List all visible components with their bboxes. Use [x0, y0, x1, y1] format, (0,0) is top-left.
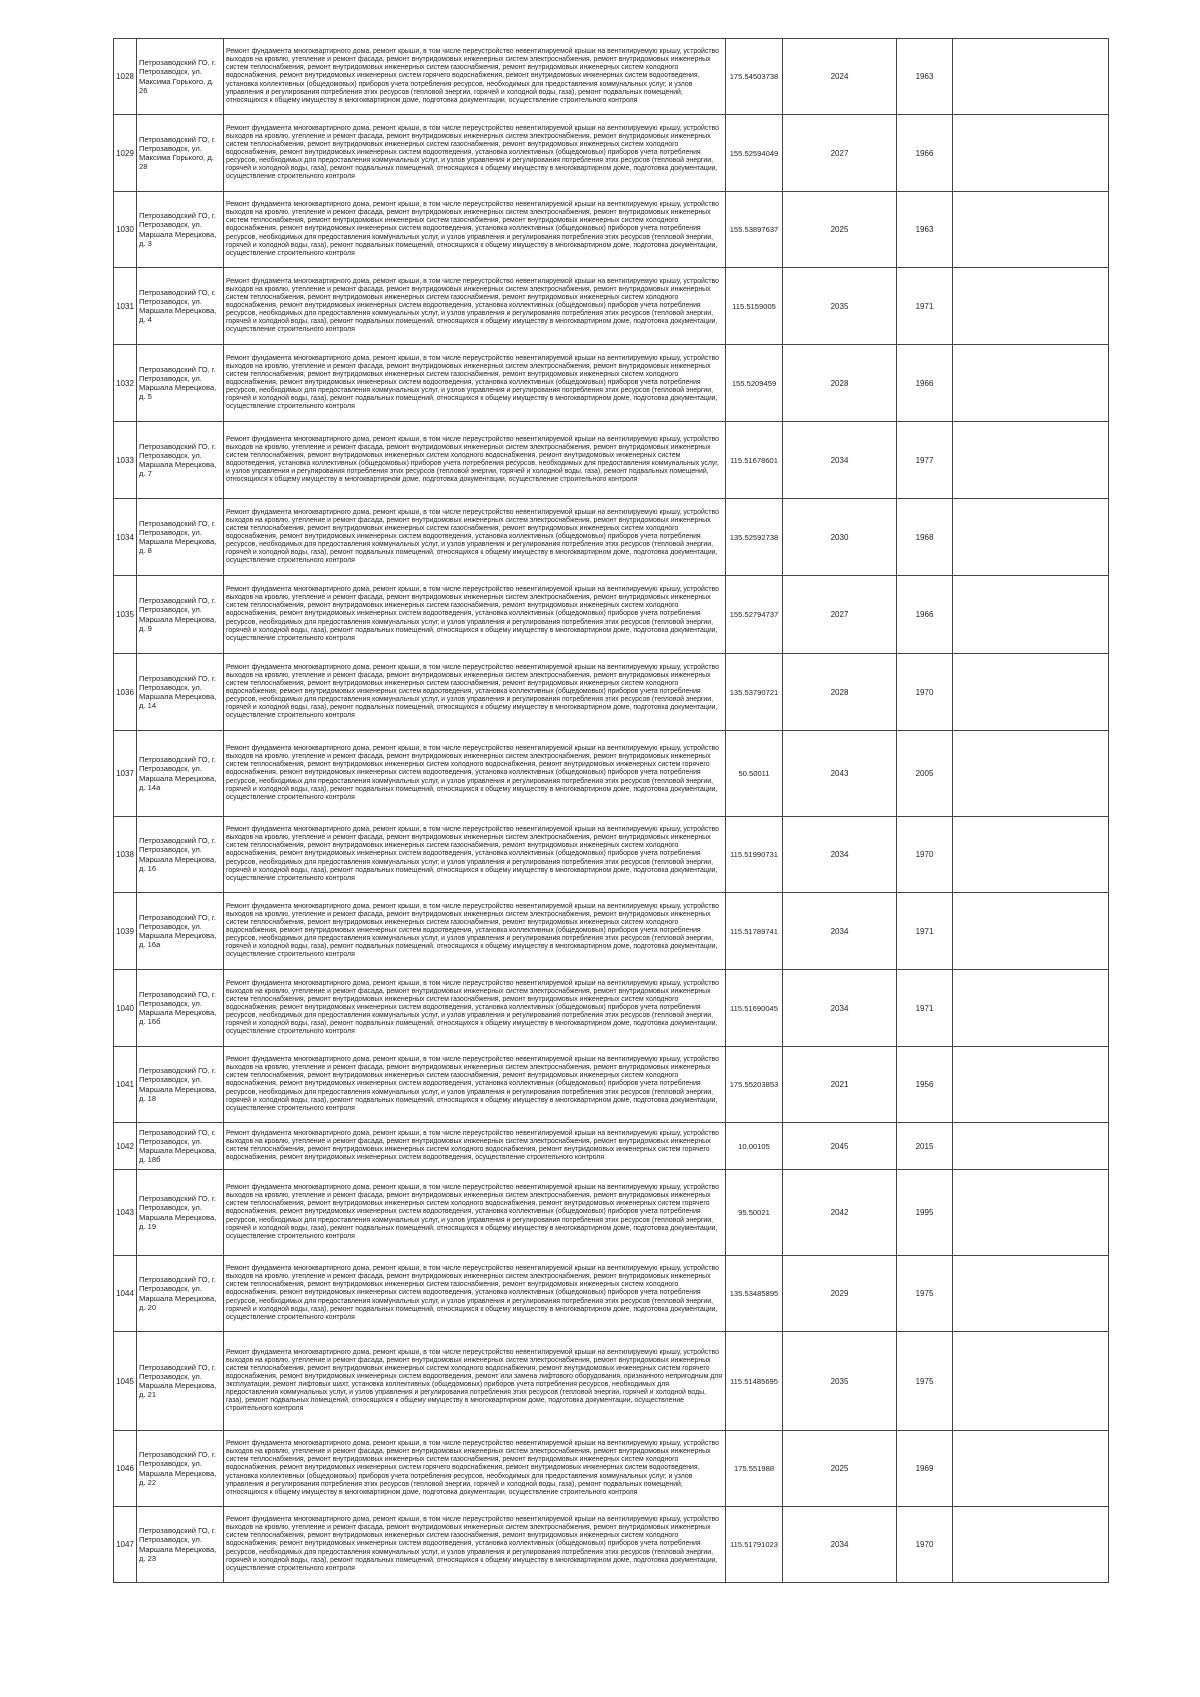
row-number: 1028	[114, 39, 137, 115]
row-works: Ремонт фундамента многоквартирного дома, ремонт крыши, в том числе переустройство невентилируемой крыши на вентилируемую крышу, устройство выходов на кровлю, утепление и ремонт фасада, ремонт внутридомовых инженерных систем электроснабжения, ремонт внутридомовых инженерных систем теплоснабжения, ремонт внутридомовых инженерных систем газоснабжения, ремонт внутридомовых инженерных систем холодного водоснабжения, ремонт внутридомовых инженерных систем водоотведения, установка коллективных (общедомовых) приборов учета потребления ресурсов, необходимых для предоставления коммунальных услуг, и узлов управления и регулирования потребления этих ресурсов (тепловой энергии, горячей и холодной воды, газа), ремонт подвальных помещений, относящихся к общему имуществу в многоквартирном доме, подготовка документации, осуществление строительного контроля	[224, 268, 726, 345]
row-repair-year: 2028	[783, 654, 897, 731]
row-address: Петрозаводский ГО, г. Петрозаводск, ул. Маршала Мерецкова, д. 16б	[137, 970, 224, 1047]
row-repair-year: 2035	[783, 1332, 897, 1431]
row-address: Петрозаводский ГО, г. Петрозаводск, ул. Маршала Мерецкова, д. 19	[137, 1170, 224, 1256]
row-cost: 115.51678601	[726, 422, 783, 499]
row-built-year: 1995	[897, 1170, 953, 1256]
row-repair-year: 2034	[783, 422, 897, 499]
table-row	[114, 1256, 1109, 1332]
row-number: 1046	[114, 1431, 137, 1507]
table-row	[114, 268, 1109, 345]
row-empty-cell	[953, 1332, 1109, 1431]
row-works: Ремонт фундамента многоквартирного дома, ремонт крыши, в том числе переустройство невентилируемой крыши на вентилируемую крышу, устройство выходов на кровлю, утепление и ремонт фасада, ремонт внутридомовых инженерных систем электроснабжения, ремонт внутридомовых инженерных систем теплоснабжения, ремонт внутридомовых инженерных систем холодного водоснабжения, ремонт внутридомовых инженерных систем горячего водоснабжения, ремонт внутридомовых инженерных систем водоотведения, установка коллективных (общедомовых) приборов учета потребления ресурсов, необходимых для предоставления коммунальных услуг, и узлов управления и регулирования потребления этих ресурсов (тепловой энергии, горячей и холодной воды, газа), ремонт подвальных помещений, относящихся к общему имуществу в многоквартирном доме, подготовка документации, осуществление строительного контроля	[224, 731, 726, 817]
row-empty-cell	[953, 422, 1109, 499]
row-repair-year: 2027	[783, 576, 897, 654]
row-works: Ремонт фундамента многоквартирного дома, ремонт крыши, в том числе переустройство невентилируемой крыши на вентилируемую крышу, устройство выходов на кровлю, утепление и ремонт фасада, ремонт внутридомовых инженерных систем электроснабжения, ремонт внутридомовых инженерных систем теплоснабжения, ремонт внутридомовых инженерных систем газоснабжения, ремонт внутридомовых инженерных систем холодного водоснабжения, ремонт внутридомовых инженерных систем водоотведения, установка коллективных (общедомовых) приборов учета потребления ресурсов, необходимых для предоставления коммунальных услуг, и узлов управления и регулирования потребления этих ресурсов (тепловой энергии, горячей и холодной воды, газа), ремонт подвальных помещений, относящихся к общему имуществу в многоквартирном доме, подготовка документации, осуществление строительного контроля	[224, 1047, 726, 1123]
row-number: 1037	[114, 731, 137, 817]
row-repair-year: 2027	[783, 115, 897, 192]
row-number: 1038	[114, 817, 137, 893]
row-repair-year: 2025	[783, 192, 897, 268]
row-works: Ремонт фундамента многоквартирного дома, ремонт крыши, в том числе переустройство невентилируемой крыши на вентилируемую крышу, устройство выходов на кровлю, утепление и ремонт фасада, ремонт внутридомовых инженерных систем электроснабжения, ремонт внутридомовых инженерных систем теплоснабжения, ремонт внутридомовых инженерных систем газоснабжения, ремонт внутридомовых инженерных систем холодного водоснабжения, ремонт внутридомовых инженерных систем горячего водоснабжения, ремонт внутридомовых инженерных систем водоотведения, установка коллективных (общедомовых) приборов учета потребления ресурсов, необходимых для предоставления коммунальных услуг, и узлов управления и регулирования потребления этих ресурсов (тепловой энергии, горячей и холодной воды, газа), ремонт подвальных помещений, относящихся к общему имуществу в многоквартирном доме, подготовка документации, осуществление строительного контроля	[224, 1431, 726, 1507]
row-repair-year: 2034	[783, 1507, 897, 1583]
row-works: Ремонт фундамента многоквартирного дома, ремонт крыши, в том числе переустройство невентилируемой крыши на вентилируемую крышу, устройство выходов на кровлю, утепление и ремонт фасада, ремонт внутридомовых инженерных систем электроснабжения, ремонт внутридомовых инженерных систем теплоснабжения, ремонт внутридомовых инженерных систем газоснабжения, ремонт внутридомовых инженерных систем холодного водоснабжения, ремонт внутридомовых инженерных систем водоотведения, установка коллективных (общедомовых) приборов учета потребления ресурсов, необходимых для предоставления коммунальных услуг, и узлов управления и регулирования потребления этих ресурсов (тепловой энергии, горячей и холодной воды, газа), ремонт подвальных помещений, относящихся к общему имуществу в многоквартирном доме, подготовка документации, осуществление строительного контроля	[224, 1507, 726, 1583]
row-cost: 115.5159005	[726, 268, 783, 345]
row-address: Петрозаводский ГО, г. Петрозаводск, ул. Маршала Мерецкова, д. 4	[137, 268, 224, 345]
row-empty-cell	[953, 1170, 1109, 1256]
row-number: 1039	[114, 893, 137, 970]
row-cost: 155.53897637	[726, 192, 783, 268]
row-empty-cell	[953, 1507, 1109, 1583]
row-repair-year: 2045	[783, 1123, 897, 1170]
table-row	[114, 1431, 1109, 1507]
row-works: Ремонт фундамента многоквартирного дома, ремонт крыши, в том числе переустройство невентилируемой крыши на вентилируемую крышу, устройство выходов на кровлю, утепление и ремонт фасада, ремонт внутридомовых инженерных систем электроснабжения, ремонт внутридомовых инженерных систем теплоснабжения, ремонт внутридомовых инженерных систем холодного водоснабжения, ремонт внутридомовых инженерных систем водоотведения, установка коллективных (общедомовых) приборов учета потребления ресурсов, необходимых для предоставления коммунальных услуг, и узлов управления и регулирования потребления этих ресурсов (тепловой энергии, горячей и холодной воды, газа), ремонт подвальных помещений, относящихся к общему имуществу в многоквартирном доме, подготовка документации, осуществление строительного контроля	[224, 422, 726, 499]
row-built-year: 1963	[897, 39, 953, 115]
row-address: Петрозаводский ГО, г. Петрозаводск, ул. Максима Горького, д. 28	[137, 115, 224, 192]
row-built-year: 2015	[897, 1123, 953, 1170]
row-repair-year: 2034	[783, 970, 897, 1047]
row-address: Петрозаводский ГО, г. Петрозаводск, ул. Маршала Мерецкова, д. 3	[137, 192, 224, 268]
table-row	[114, 654, 1109, 731]
row-empty-cell	[953, 970, 1109, 1047]
row-cost: 95.50021	[726, 1170, 783, 1256]
row-number: 1042	[114, 1123, 137, 1170]
row-cost: 135.53790721	[726, 654, 783, 731]
table-row	[114, 576, 1109, 654]
row-address: Петрозаводский ГО, г. Петрозаводск, ул. Маршала Мерецкова, д. 22	[137, 1431, 224, 1507]
row-address: Петрозаводский ГО, г. Петрозаводск, ул. Маршала Мерецкова, д. 20	[137, 1256, 224, 1332]
row-built-year: 1970	[897, 817, 953, 893]
row-built-year: 1970	[897, 654, 953, 731]
row-empty-cell	[953, 731, 1109, 817]
row-works: Ремонт фундамента многоквартирного дома, ремонт крыши, в том числе переустройство невентилируемой крыши на вентилируемую крышу, устройство выходов на кровлю, утепление и ремонт фасада, ремонт внутридомовых инженерных систем электроснабжения, ремонт внутридомовых инженерных систем теплоснабжения, ремонт внутридомовых инженерных систем газоснабжения, ремонт внутридомовых инженерных систем холодного водоснабжения, ремонт внутридомовых инженерных систем водоотведения, установка коллективных (общедомовых) приборов учета потребления ресурсов, необходимых для предоставления коммунальных услуг, и узлов управления и регулирования потребления этих ресурсов (тепловой энергии, горячей и холодной воды, газа), ремонт подвальных помещений, относящихся к общему имуществу в многоквартирном доме, подготовка документации, осуществление строительного контроля	[224, 499, 726, 576]
row-empty-cell	[953, 1123, 1109, 1170]
row-number: 1045	[114, 1332, 137, 1431]
row-cost: 115.51789741	[726, 893, 783, 970]
row-empty-cell	[953, 192, 1109, 268]
row-repair-year: 2042	[783, 1170, 897, 1256]
row-address: Петрозаводский ГО, г. Петрозаводск, ул. Маршала Мерецкова, д. 18б	[137, 1123, 224, 1170]
table-row	[114, 1507, 1109, 1583]
row-address: Петрозаводский ГО, г. Петрозаводск, ул. Максима Горького, д. 26	[137, 39, 224, 115]
row-number: 1041	[114, 1047, 137, 1123]
capital-repair-table	[113, 38, 1109, 1583]
row-built-year: 1971	[897, 268, 953, 345]
row-cost: 155.5209459	[726, 345, 783, 422]
row-cost: 175.551988	[726, 1431, 783, 1507]
row-works: Ремонт фундамента многоквартирного дома, ремонт крыши, в том числе переустройство невентилируемой крыши на вентилируемую крышу, устройство выходов на кровлю, утепление и ремонт фасада, ремонт внутридомовых инженерных систем электроснабжения, ремонт внутридомовых инженерных систем теплоснабжения, ремонт внутридомовых инженерных систем холодного водоснабжения, ремонт внутридомовых инженерных систем горячего водоснабжения, ремонт внутридомовых инженерных систем водоотведения, ремонт или замена лифтового оборудования, признанного непригодным для эксплуатации, ремонт лифтовых шахт, установка коллективных (общедомовых) приборов учета потребления ресурсов, необходимых для предоставления коммунальных услуг, и узлов управления и регулирования потребления этих ресурсов (тепловой энергии, горячей и холодной воды, газа), ремонт подвальных помещений, относящихся к общему имуществу в многоквартирном доме, подготовка документации, осуществление строительного контроля	[224, 1332, 726, 1431]
row-empty-cell	[953, 115, 1109, 192]
row-empty-cell	[953, 817, 1109, 893]
row-address: Петрозаводский ГО, г. Петрозаводск, ул. Маршала Мерецкова, д. 14а	[137, 731, 224, 817]
row-repair-year: 2035	[783, 268, 897, 345]
row-repair-year: 2021	[783, 1047, 897, 1123]
row-empty-cell	[953, 1256, 1109, 1332]
row-cost: 50.50011	[726, 731, 783, 817]
row-repair-year: 2025	[783, 1431, 897, 1507]
row-works: Ремонт фундамента многоквартирного дома, ремонт крыши, в том числе переустройство невентилируемой крыши на вентилируемую крышу, устройство выходов на кровлю, утепление и ремонт фасада, ремонт внутридомовых инженерных систем электроснабжения, ремонт внутридомовых инженерных систем теплоснабжения, ремонт внутридомовых инженерных систем холодного водоснабжения, ремонт внутридомовых инженерных систем горячего водоснабжения, ремонт внутридомовых инженерных систем водоотведения, установка коллективных (общедомовых) приборов учета потребления ресурсов, необходимых для предоставления коммунальных услуг, и узлов управления и регулирования потребления этих ресурсов (тепловой энергии, горячей и холодной воды, газа), ремонт подвальных помещений, относящихся к общему имуществу в многоквартирном доме, подготовка документации, осуществление строительного контроля	[224, 1170, 726, 1256]
row-works: Ремонт фундамента многоквартирного дома, ремонт крыши, в том числе переустройство невентилируемой крыши на вентилируемую крышу, устройство выходов на кровлю, утепление и ремонт фасада, ремонт внутридомовых инженерных систем электроснабжения, ремонт внутридомовых инженерных систем теплоснабжения, ремонт внутридомовых инженерных систем холодного водоснабжения, ремонт внутридомовых инженерных систем горячего водоснабжения, ремонт внутридомовых инженерных систем водоотведения, осуществление строительного контроля	[224, 1123, 726, 1170]
table-row	[114, 1047, 1109, 1123]
row-built-year: 1969	[897, 1431, 953, 1507]
row-empty-cell	[953, 499, 1109, 576]
row-address: Петрозаводский ГО, г. Петрозаводск, ул. Маршала Мерецкова, д. 23	[137, 1507, 224, 1583]
row-works: Ремонт фундамента многоквартирного дома, ремонт крыши, в том числе переустройство невентилируемой крыши на вентилируемую крышу, устройство выходов на кровлю, утепление и ремонт фасада, ремонт внутридомовых инженерных систем электроснабжения, ремонт внутридомовых инженерных систем теплоснабжения, ремонт внутридомовых инженерных систем газоснабжения, ремонт внутридомовых инженерных систем холодного водоснабжения, ремонт внутридомовых инженерных систем водоотведения, установка коллективных (общедомовых) приборов учета потребления ресурсов, необходимых для предоставления коммунальных услуг, и узлов управления и регулирования потребления этих ресурсов (тепловой энергии, горячей и холодной воды, газа), ремонт подвальных помещений, относящихся к общему имуществу в многоквартирном доме, подготовка документации, осуществление строительного контроля	[224, 970, 726, 1047]
table-row	[114, 893, 1109, 970]
row-address: Петрозаводский ГО, г. Петрозаводск, ул. Маршала Мерецкова, д. 14	[137, 654, 224, 731]
row-built-year: 1975	[897, 1332, 953, 1431]
row-repair-year: 2030	[783, 499, 897, 576]
row-number: 1033	[114, 422, 137, 499]
row-repair-year: 2043	[783, 731, 897, 817]
row-cost: 155.52594049	[726, 115, 783, 192]
table-row	[114, 192, 1109, 268]
row-empty-cell	[953, 654, 1109, 731]
row-built-year: 1956	[897, 1047, 953, 1123]
row-cost: 10.00105	[726, 1123, 783, 1170]
row-address: Петрозаводский ГО, г. Петрозаводск, ул. Маршала Мерецкова, д. 18	[137, 1047, 224, 1123]
row-cost: 115.51690045	[726, 970, 783, 1047]
table-row	[114, 970, 1109, 1047]
table-row	[114, 422, 1109, 499]
row-address: Петрозаводский ГО, г. Петрозаводск, ул. Маршала Мерецкова, д. 7	[137, 422, 224, 499]
row-number: 1029	[114, 115, 137, 192]
row-number: 1036	[114, 654, 137, 731]
row-empty-cell	[953, 893, 1109, 970]
row-cost: 115.51791023	[726, 1507, 783, 1583]
row-number: 1031	[114, 268, 137, 345]
row-works: Ремонт фундамента многоквартирного дома, ремонт крыши, в том числе переустройство невентилируемой крыши на вентилируемую крышу, устройство выходов на кровлю, утепление и ремонт фасада, ремонт внутридомовых инженерных систем электроснабжения, ремонт внутридомовых инженерных систем теплоснабжения, ремонт внутридомовых инженерных систем газоснабжения, ремонт внутридомовых инженерных систем холодного водоснабжения, ремонт внутридомовых инженерных систем водоотведения, установка коллективных (общедомовых) приборов учета потребления ресурсов, необходимых для предоставления коммунальных услуг, и узлов управления и регулирования потребления этих ресурсов (тепловой энергии, горячей и холодной воды, газа), ремонт подвальных помещений, относящихся к общему имуществу в многоквартирном доме, подготовка документации, осуществление строительного контроля	[224, 576, 726, 654]
row-built-year: 1975	[897, 1256, 953, 1332]
row-repair-year: 2028	[783, 345, 897, 422]
row-cost: 175.54503738	[726, 39, 783, 115]
row-cost: 115.51485695	[726, 1332, 783, 1431]
row-empty-cell	[953, 1431, 1109, 1507]
row-built-year: 2005	[897, 731, 953, 817]
row-built-year: 1977	[897, 422, 953, 499]
row-works: Ремонт фундамента многоквартирного дома, ремонт крыши, в том числе переустройство невентилируемой крыши на вентилируемую крышу, устройство выходов на кровлю, утепление и ремонт фасада, ремонт внутридомовых инженерных систем электроснабжения, ремонт внутридомовых инженерных систем теплоснабжения, ремонт внутридомовых инженерных систем газоснабжения, ремонт внутридомовых инженерных систем холодного водоснабжения, ремонт внутридомовых инженерных систем водоотведения, установка коллективных (общедомовых) приборов учета потребления ресурсов, необходимых для предоставления коммунальных услуг, и узлов управления и регулирования потребления этих ресурсов (тепловой энергии, горячей и холодной воды, газа), ремонт подвальных помещений, относящихся к общему имуществу в многоквартирном доме, подготовка документации, осуществление строительного контроля	[224, 654, 726, 731]
row-cost: 115.51990731	[726, 817, 783, 893]
row-repair-year: 2034	[783, 893, 897, 970]
row-address: Петрозаводский ГО, г. Петрозаводск, ул. Маршала Мерецкова, д. 16	[137, 817, 224, 893]
row-repair-year: 2034	[783, 817, 897, 893]
row-empty-cell	[953, 268, 1109, 345]
row-repair-year: 2029	[783, 1256, 897, 1332]
row-works: Ремонт фундамента многоквартирного дома, ремонт крыши, в том числе переустройство невентилируемой крыши на вентилируемую крышу, устройство выходов на кровлю, утепление и ремонт фасада, ремонт внутридомовых инженерных систем электроснабжения, ремонт внутридомовых инженерных систем теплоснабжения, ремонт внутридомовых инженерных систем газоснабжения, ремонт внутридомовых инженерных систем холодного водоснабжения, ремонт внутридомовых инженерных систем водоотведения, установка коллективных (общедомовых) приборов учета потребления ресурсов, необходимых для предоставления коммунальных услуг, и узлов управления и регулирования потребления этих ресурсов (тепловой энергии, горячей и холодной воды, газа), ремонт подвальных помещений, относящихся к общему имуществу в многоквартирном доме, подготовка документации, осуществление строительного контроля	[224, 1256, 726, 1332]
row-built-year: 1971	[897, 893, 953, 970]
row-built-year: 1966	[897, 345, 953, 422]
table-row	[114, 1170, 1109, 1256]
row-cost: 135.53485895	[726, 1256, 783, 1332]
row-number: 1044	[114, 1256, 137, 1332]
row-works: Ремонт фундамента многоквартирного дома, ремонт крыши, в том числе переустройство невентилируемой крыши на вентилируемую крышу, устройство выходов на кровлю, утепление и ремонт фасада, ремонт внутридомовых инженерных систем электроснабжения, ремонт внутридомовых инженерных систем теплоснабжения, ремонт внутридомовых инженерных систем газоснабжения, ремонт внутридомовых инженерных систем холодного водоснабжения, ремонт внутридомовых инженерных систем водоотведения, установка коллективных (общедомовых) приборов учета потребления ресурсов, необходимых для предоставления коммунальных услуг, и узлов управления и регулирования потребления этих ресурсов (тепловой энергии, горячей и холодной воды, газа), ремонт подвальных помещений, относящихся к общему имуществу в многоквартирном доме, подготовка документации, осуществление строительного контроля	[224, 345, 726, 422]
row-number: 1040	[114, 970, 137, 1047]
row-number: 1032	[114, 345, 137, 422]
row-empty-cell	[953, 345, 1109, 422]
table-row	[114, 499, 1109, 576]
row-works: Ремонт фундамента многоквартирного дома, ремонт крыши, в том числе переустройство невентилируемой крыши на вентилируемую крышу, устройство выходов на кровлю, утепление и ремонт фасада, ремонт внутридомовых инженерных систем электроснабжения, ремонт внутридомовых инженерных систем теплоснабжения, ремонт внутридомовых инженерных систем газоснабжения, ремонт внутридомовых инженерных систем холодного водоснабжения, ремонт внутридомовых инженерных систем водоотведения, установка коллективных (общедомовых) приборов учета потребления ресурсов, необходимых для предоставления коммунальных услуг, и узлов управления и регулирования потребления этих ресурсов (тепловой энергии, горячей и холодной воды, газа), ремонт подвальных помещений, относящихся к общему имуществу в многоквартирном доме, подготовка документации, осуществление строительного контроля	[224, 192, 726, 268]
table-body	[114, 39, 1109, 1583]
row-number: 1030	[114, 192, 137, 268]
row-address: Петрозаводский ГО, г. Петрозаводск, ул. Маршала Мерецкова, д. 21	[137, 1332, 224, 1431]
row-address: Петрозаводский ГО, г. Петрозаводск, ул. Маршала Мерецкова, д. 8	[137, 499, 224, 576]
row-built-year: 1966	[897, 115, 953, 192]
table-row	[114, 1123, 1109, 1170]
row-address: Петрозаводский ГО, г. Петрозаводск, ул. Маршала Мерецкова, д. 5	[137, 345, 224, 422]
row-number: 1035	[114, 576, 137, 654]
table-row	[114, 1332, 1109, 1431]
row-built-year: 1963	[897, 192, 953, 268]
row-repair-year: 2024	[783, 39, 897, 115]
row-address: Петрозаводский ГО, г. Петрозаводск, ул. Маршала Мерецкова, д. 16а	[137, 893, 224, 970]
row-number: 1034	[114, 499, 137, 576]
row-cost: 175.55203853	[726, 1047, 783, 1123]
row-empty-cell	[953, 576, 1109, 654]
row-empty-cell	[953, 39, 1109, 115]
row-cost: 155.52794737	[726, 576, 783, 654]
row-built-year: 1970	[897, 1507, 953, 1583]
row-number: 1047	[114, 1507, 137, 1583]
table-row	[114, 345, 1109, 422]
row-built-year: 1968	[897, 499, 953, 576]
table-row	[114, 731, 1109, 817]
row-works: Ремонт фундамента многоквартирного дома, ремонт крыши, в том числе переустройство невентилируемой крыши на вентилируемую крышу, устройство выходов на кровлю, утепление и ремонт фасада, ремонт внутридомовых инженерных систем электроснабжения, ремонт внутридомовых инженерных систем теплоснабжения, ремонт внутридомовых инженерных систем газоснабжения, ремонт внутридомовых инженерных систем холодного водоснабжения, ремонт внутридомовых инженерных систем водоотведения, установка коллективных (общедомовых) приборов учета потребления ресурсов, необходимых для предоставления коммунальных услуг, и узлов управления и регулирования потребления этих ресурсов (тепловой энергии, горячей и холодной воды, газа), ремонт подвальных помещений, относящихся к общему имуществу в многоквартирном доме, подготовка документации, осуществление строительного контроля	[224, 893, 726, 970]
row-works: Ремонт фундамента многоквартирного дома, ремонт крыши, в том числе переустройство невентилируемой крыши на вентилируемую крышу, устройство выходов на кровлю, утепление и ремонт фасада, ремонт внутридомовых инженерных систем электроснабжения, ремонт внутридомовых инженерных систем теплоснабжения, ремонт внутридомовых инженерных систем газоснабжения, ремонт внутридомовых инженерных систем холодного водоснабжения, ремонт внутридомовых инженерных систем горячего водоснабжения, ремонт внутридомовых инженерных систем водоотведения, установка коллективных (общедомовых) приборов учета потребления ресурсов, необходимых для предоставления коммунальных услуг, и узлов управления и регулирования потребления этих ресурсов (тепловой энергии, горячей и холодной воды, газа), ремонт подвальных помещений, относящихся к общему имуществу в многоквартирном доме, подготовка документации, осуществление строительного контроля	[224, 39, 726, 115]
table-row	[114, 115, 1109, 192]
row-built-year: 1971	[897, 970, 953, 1047]
row-built-year: 1966	[897, 576, 953, 654]
table-row	[114, 39, 1109, 115]
row-works: Ремонт фундамента многоквартирного дома, ремонт крыши, в том числе переустройство невентилируемой крыши на вентилируемую крышу, устройство выходов на кровлю, утепление и ремонт фасада, ремонт внутридомовых инженерных систем электроснабжения, ремонт внутридомовых инженерных систем теплоснабжения, ремонт внутридомовых инженерных систем газоснабжения, ремонт внутридомовых инженерных систем холодного водоснабжения, ремонт внутридомовых инженерных систем водоотведения, установка коллективных (общедомовых) приборов учета потребления ресурсов, необходимых для предоставления коммунальных услуг, и узлов управления и регулирования потребления этих ресурсов (тепловой энергии, горячей и холодной воды, газа), ремонт подвальных помещений, относящихся к общему имуществу в многоквартирном доме, подготовка документации, осуществление строительного контроля	[224, 817, 726, 893]
row-empty-cell	[953, 1047, 1109, 1123]
table-row	[114, 817, 1109, 893]
row-cost: 135.52592738	[726, 499, 783, 576]
row-number: 1043	[114, 1170, 137, 1256]
row-address: Петрозаводский ГО, г. Петрозаводск, ул. Маршала Мерецкова, д. 9	[137, 576, 224, 654]
row-works: Ремонт фундамента многоквартирного дома, ремонт крыши, в том числе переустройство невентилируемой крыши на вентилируемую крышу, устройство выходов на кровлю, утепление и ремонт фасада, ремонт внутридомовых инженерных систем электроснабжения, ремонт внутридомовых инженерных систем теплоснабжения, ремонт внутридомовых инженерных систем газоснабжения, ремонт внутридомовых инженерных систем холодного водоснабжения, ремонт внутридомовых инженерных систем водоотведения, установка коллективных (общедомовых) приборов учета потребления ресурсов, необходимых для предоставления коммунальных услуг, и узлов управления и регулирования потребления этих ресурсов (тепловой энергии, горячей и холодной воды, газа), ремонт подвальных помещений, относящихся к общему имуществу в многоквартирном доме, подготовка документации, осуществление строительного контроля	[224, 115, 726, 192]
